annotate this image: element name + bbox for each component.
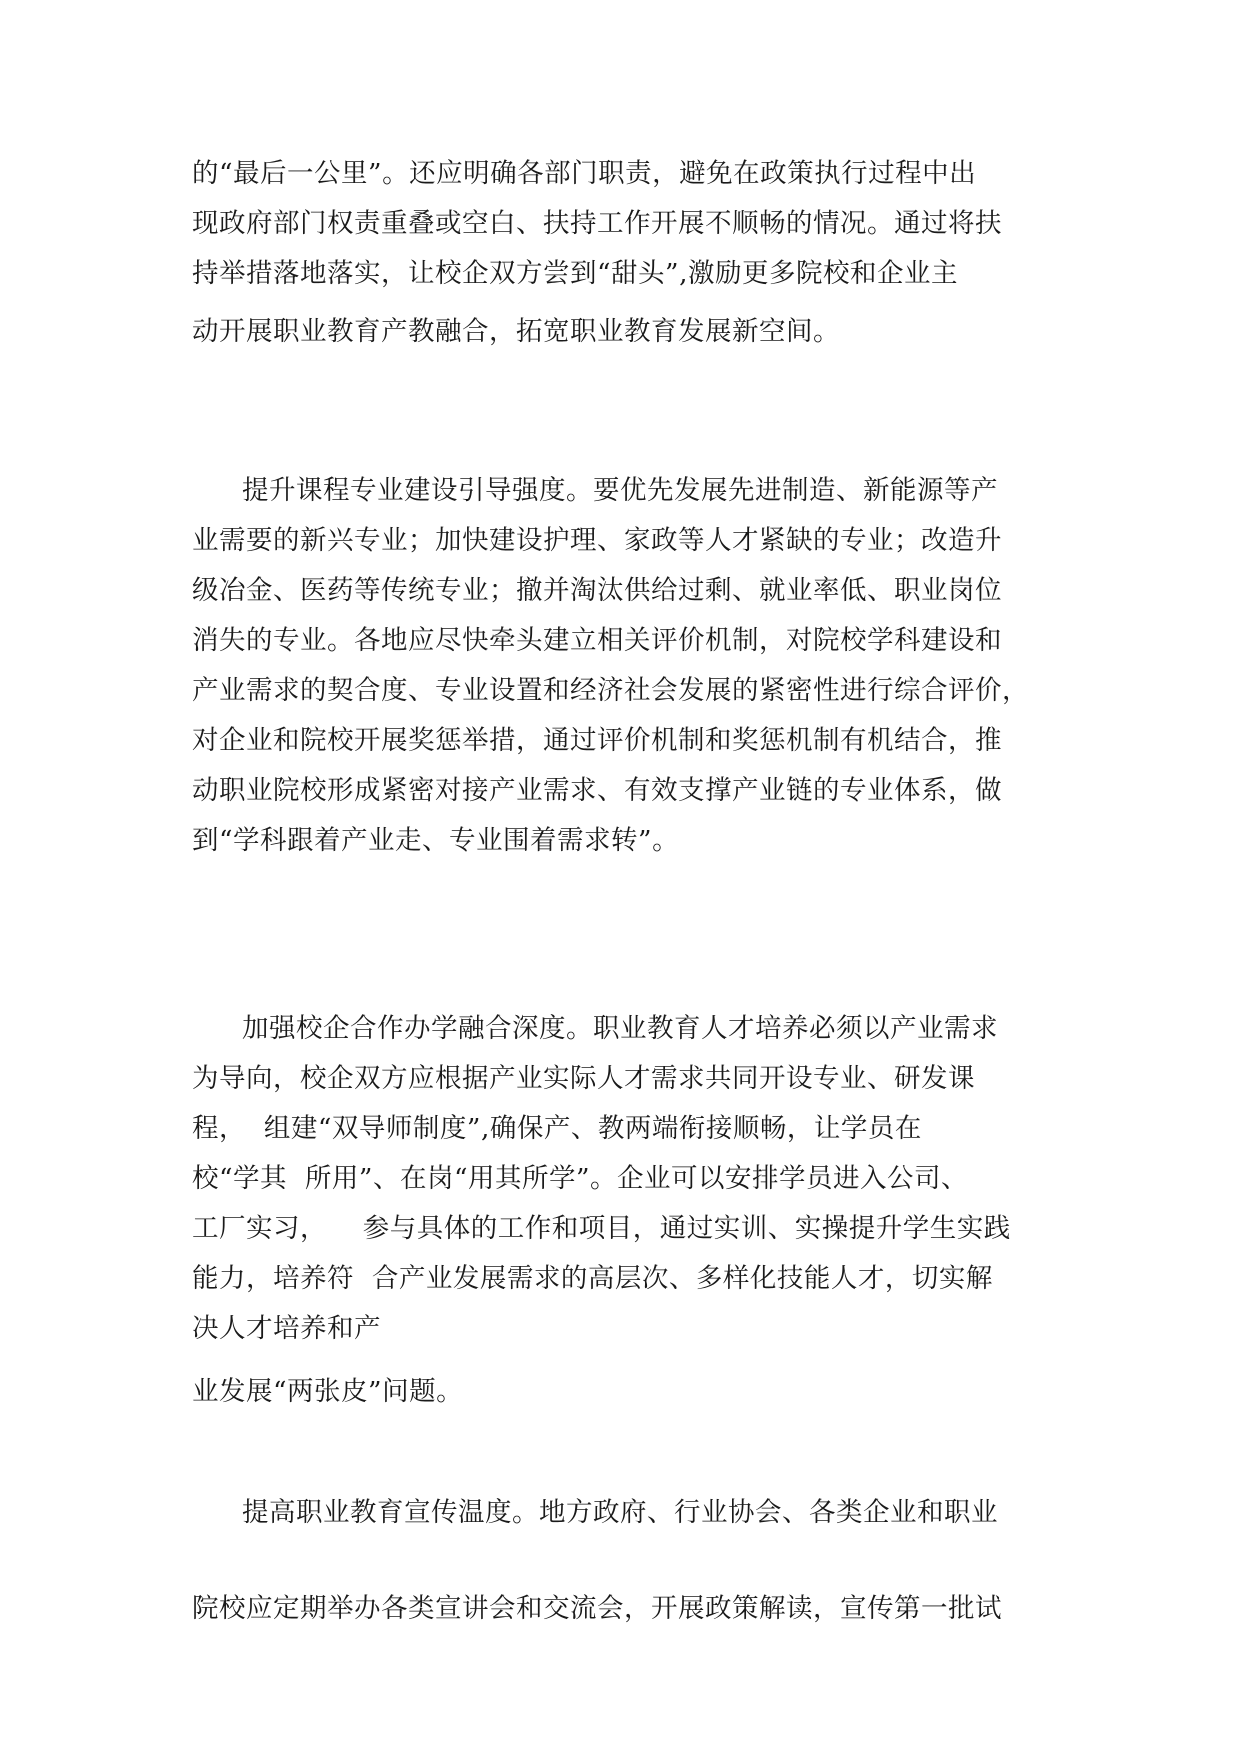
paragraph-3-line-8: 业发展“两张皮”问题。	[192, 1376, 464, 1407]
paragraph-2-line-7: 动职业院校形成紧密对接产业需求、有效支撑产业链的专业体系，做	[192, 775, 1002, 806]
paragraph-1-line-2: 现政府部门权责重叠或空白、扶持工作开展不顺畅的情况。通过将扶	[192, 208, 1002, 239]
paragraph-3-line-6: 能力，培养符 合产业发展需求的高层次、多样化技能人才，切实解	[192, 1263, 993, 1294]
paragraph-2-line-5: 产业需求的契合度、专业设置和经济社会发展的紧密性进行综合评价，	[192, 675, 1029, 706]
paragraph-1-line-1: 的“最后一公里”。还应明确各部门职责，避免在政策执行过程中出	[192, 158, 977, 189]
paragraph-2-line-1: 提升课程专业建设引导强度。要优先发展先进制造、新能源等产	[242, 475, 998, 506]
paragraph-3-line-2: 为导向，校企双方应根据产业实际人才需求共同开设专业、研发课	[192, 1063, 975, 1094]
paragraph-2-line-2: 业需要的新兴专业；加快建设护理、家政等人才紧缺的专业；改造升	[192, 525, 1002, 556]
paragraph-3-line-7: 决人才培养和产	[192, 1313, 381, 1344]
paragraph-3-line-3: 程， 组建“双导师制度”,确保产、教两端衔接顺畅，让学员在	[192, 1113, 922, 1144]
paragraph-4-line-1: 提高职业教育宣传温度。地方政府、行业协会、各类企业和职业	[242, 1497, 998, 1528]
paragraph-3-line-4: 校“学其 所用”、在岗“用其所学”。企业可以安排学员进入公司、	[192, 1163, 969, 1194]
paragraph-4-line-2: 院校应定期举办各类宣讲会和交流会，开展政策解读，宣传第一批试	[192, 1593, 1002, 1624]
paragraph-3-line-1: 加强校企合作办学融合深度。职业教育人才培养必须以产业需求	[242, 1013, 998, 1044]
paragraph-2-line-3: 级冶金、医药等传统专业；撤并淘汰供给过剩、就业率低、职业岗位	[192, 575, 1002, 606]
paragraph-1-line-3: 持举措落地落实，让校企双方尝到“甜头”,激励更多院校和企业主	[192, 258, 959, 289]
paragraph-2-line-6: 对企业和院校开展奖惩举措，通过评价机制和奖惩机制有机结合，推	[192, 725, 1002, 756]
paragraph-3-line-5: 工厂实习， 参与具体的工作和项目，通过实训、实操提升学生实践	[192, 1213, 1011, 1244]
paragraph-1-line-4: 动开展职业教育产教融合，拓宽职业教育发展新空间。	[192, 316, 840, 347]
paragraph-2-line-8: 到“学科跟着产业走、专业围着需求转”。	[192, 825, 680, 856]
paragraph-2-line-4: 消失的专业。各地应尽快牵头建立相关评价机制，对院校学科建设和	[192, 625, 1002, 656]
